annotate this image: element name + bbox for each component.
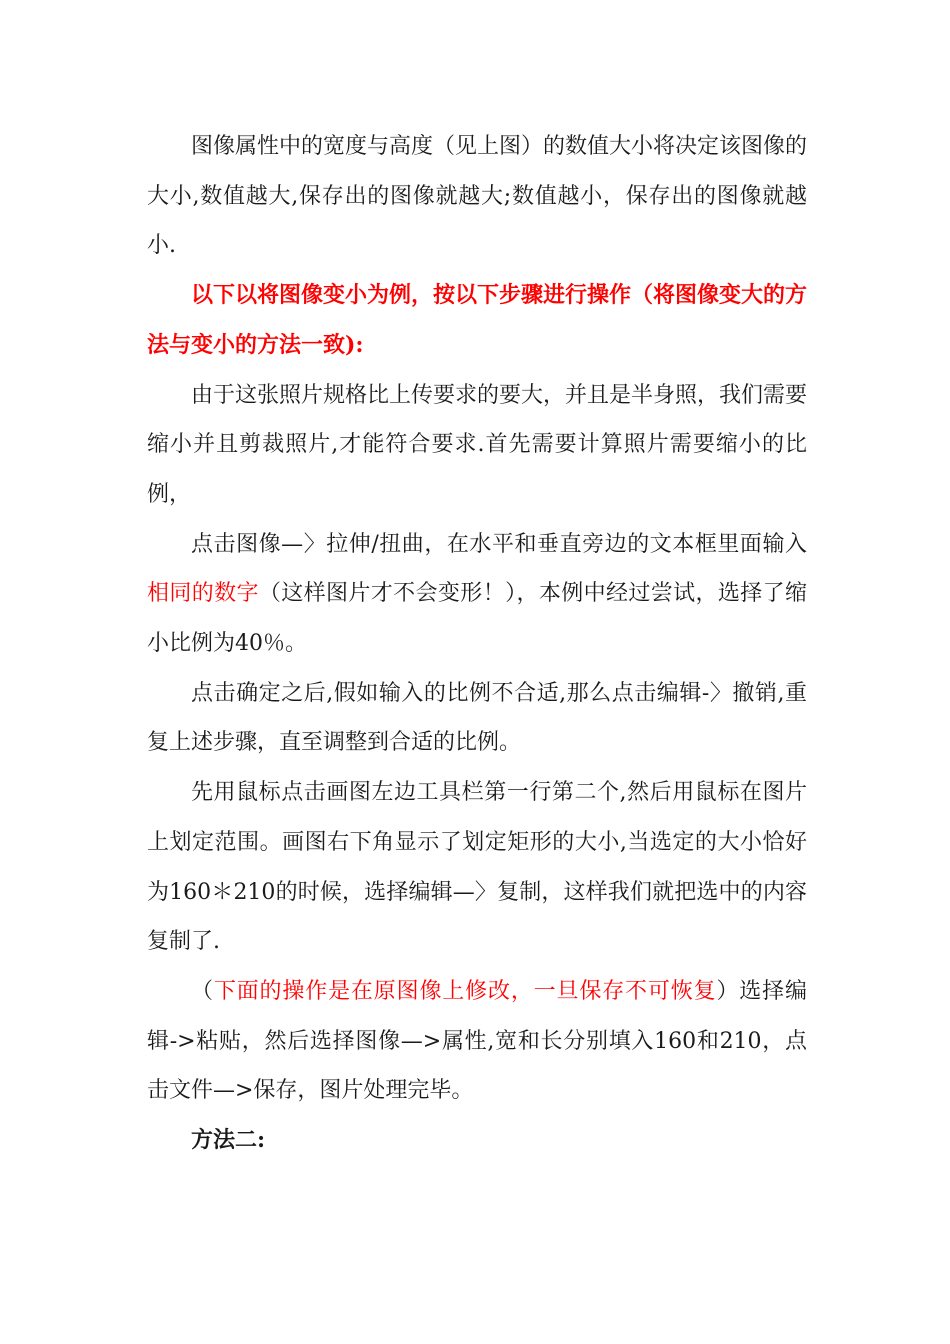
paragraph-photo-size: 由于这张照片规格比上传要求的要大，并且是半身照，我们需要缩小并且剪裁照片,才能符合要求.首先需要计算照片需要缩小的比例，	[147, 382, 808, 507]
paste-text-before: （	[191, 978, 214, 1004]
paragraph-steps-heading: 以下以将图像变小为例，按以下步骤进行操作（将图像变大的方法与变小的方法一致):	[147, 282, 808, 358]
stretch-text-after: （这样图片才不会变形！），本例中经过尝试，选择了缩小比例为40％。	[147, 581, 807, 657]
paragraph-stretch-skew	[147, 520, 807, 669]
paragraph-confirm-undo: 点击确定之后,假如输入的比例不合适,那么点击编辑-〉撤销,重复上述步骤，直至调整到合适的比例。	[147, 680, 807, 756]
paragraph-paste-save	[147, 967, 807, 1116]
same-number-highlight: 相同的数字	[147, 581, 259, 607]
document-page	[147, 122, 807, 1166]
paragraph-image-properties: 图像属性中的宽度与高度（见上图）的数值大小将决定该图像的大小,数值越大,保存出的图像就越大;数值越小，保存出的图像就越小.	[147, 134, 808, 259]
paste-text-after: ）选择编辑->粘贴，然后选择图像—>属性,宽和长分别填入160和210，点击文件—>保存，图片处理完毕。	[147, 978, 807, 1104]
paragraph-select-copy: 先用鼠标点击画图左边工具栏第一行第二个,然后用鼠标在图片上划定范围。画图右下角显示了划定矩形的大小,当选定的大小恰好为160＊210的时候，选择编辑—〉复制，这样我们就把选中的内容复制了.	[147, 780, 807, 955]
warning-highlight: 下面的操作是在原图像上修改，一旦保存不可恢复	[213, 978, 717, 1004]
method-two-heading: 方法二:	[191, 1127, 266, 1154]
stretch-text-before: 点击图像—〉拉伸/扭曲，在水平和垂直旁边的文本框里面输入	[191, 531, 807, 557]
